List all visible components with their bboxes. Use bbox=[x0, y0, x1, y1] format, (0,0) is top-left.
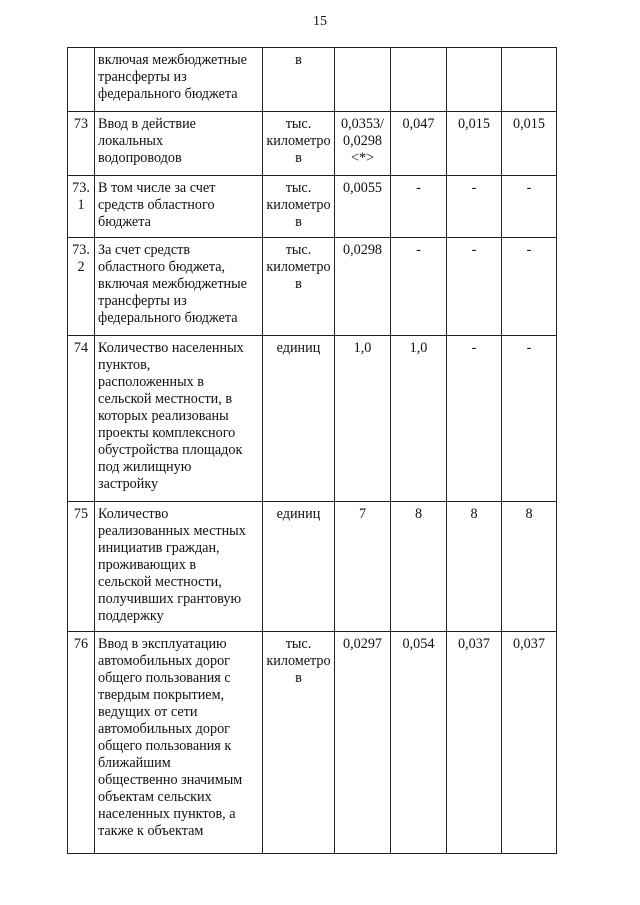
indicator-name: Ввод в действие локальных водопроводов bbox=[95, 112, 263, 176]
unit-of-measure: тыс. километро в bbox=[263, 632, 335, 854]
value-col-1: 0,0055 bbox=[335, 176, 391, 238]
value-col-2: 8 bbox=[391, 502, 447, 632]
value-col-4: - bbox=[502, 336, 557, 502]
unit-of-measure: в bbox=[263, 48, 335, 112]
table-row bbox=[68, 112, 557, 176]
unit-of-measure: тыс. километро в bbox=[263, 112, 335, 176]
value-col-1: 0,0297 bbox=[335, 632, 391, 854]
value-col-1: 0,0298 bbox=[335, 238, 391, 336]
value-col-3: 0,037 bbox=[447, 632, 502, 854]
row-number: 75 bbox=[68, 502, 95, 632]
table-row bbox=[68, 502, 557, 632]
table-row bbox=[68, 336, 557, 502]
indicator-name: В том числе за счет средств областного бюджета bbox=[95, 176, 263, 238]
value-col-4: 8 bbox=[502, 502, 557, 632]
value-col-2: - bbox=[391, 176, 447, 238]
value-col-1: 0,0353/ 0,0298 <*> bbox=[335, 112, 391, 176]
value-col-4 bbox=[502, 48, 557, 112]
value-col-3: - bbox=[447, 238, 502, 336]
unit-of-measure: тыс. километро в bbox=[263, 176, 335, 238]
value-col-3: 8 bbox=[447, 502, 502, 632]
table-row bbox=[68, 176, 557, 238]
table-row bbox=[68, 48, 557, 112]
value-col-4: 0,037 bbox=[502, 632, 557, 854]
table-row bbox=[68, 632, 557, 854]
value-col-1 bbox=[335, 48, 391, 112]
indicator-name: включая межбюджетные трансферты из федерального бюджета bbox=[95, 48, 263, 112]
unit-of-measure: единиц bbox=[263, 502, 335, 632]
value-col-4: 0,015 bbox=[502, 112, 557, 176]
unit-of-measure: тыс. километро в bbox=[263, 238, 335, 336]
value-col-2: 1,0 bbox=[391, 336, 447, 502]
value-col-1: 1,0 bbox=[335, 336, 391, 502]
value-col-2: - bbox=[391, 238, 447, 336]
row-number bbox=[68, 48, 95, 112]
value-col-3: - bbox=[447, 176, 502, 238]
indicator-name: Ввод в эксплуатацию автомобильных дорог общего пользования с твердым покрытием, ведущих от сети автомобильных дорог общего пользования к ближайшим общественно значимым объектам сельских населенных пунктов, а также к объектам bbox=[95, 632, 263, 854]
row-number: 73 bbox=[68, 112, 95, 176]
value-col-4: - bbox=[502, 176, 557, 238]
indicator-name: За счет средств областного бюджета, включая межбюджетные трансферты из федерального бюджета bbox=[95, 238, 263, 336]
value-col-3 bbox=[447, 48, 502, 112]
indicator-name: Количество реализованных местных инициатив граждан, проживающих в сельской местности, получивших грантовую поддержку bbox=[95, 502, 263, 632]
row-number: 76 bbox=[68, 632, 95, 854]
indicator-table bbox=[67, 47, 557, 854]
unit-of-measure: единиц bbox=[263, 336, 335, 502]
value-col-2: 0,054 bbox=[391, 632, 447, 854]
row-number: 73. 2 bbox=[68, 238, 95, 336]
value-col-1: 7 bbox=[335, 502, 391, 632]
table-row bbox=[68, 238, 557, 336]
value-col-3: 0,015 bbox=[447, 112, 502, 176]
row-number: 74 bbox=[68, 336, 95, 502]
value-col-2: 0,047 bbox=[391, 112, 447, 176]
value-col-2 bbox=[391, 48, 447, 112]
value-col-3: - bbox=[447, 336, 502, 502]
page-number: 15 bbox=[313, 14, 327, 29]
value-col-4: - bbox=[502, 238, 557, 336]
indicator-name: Количество населенных пунктов, расположенных в сельской местности, в которых реализованы проекты комплексного обустройства площадок под жилищную застройку bbox=[95, 336, 263, 502]
row-number: 73. 1 bbox=[68, 176, 95, 238]
